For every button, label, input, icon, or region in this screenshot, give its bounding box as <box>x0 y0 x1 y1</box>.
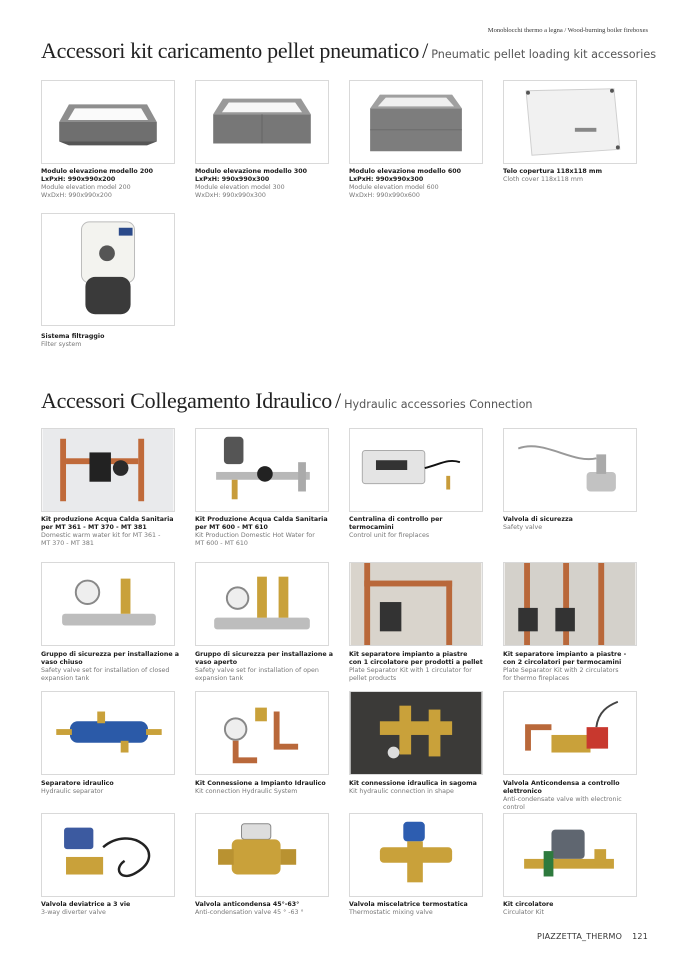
section-title-italian: Accessori Collegamento Idraulico <box>41 388 332 413</box>
caption-plate-separator-1: Kit separatore impianto a piastre con 1 circolatore per prodotti a pellet Plate Separator Kit with 1 circulator for pellet products <box>349 651 483 682</box>
shaped-connection-icon <box>349 691 483 775</box>
page-footer <box>537 932 648 941</box>
mixing-valve-icon <box>349 813 483 897</box>
closed-tank-group-icon <box>41 562 175 646</box>
section-title-pellet <box>41 38 656 64</box>
plate-separator-1-icon <box>349 562 483 646</box>
caption-connection-kit: Kit Connessione a Impianto Idraulico Kit connection Hydraulic System <box>195 780 326 795</box>
section-title-english: Pneumatic pellet loading kit accessories <box>431 48 657 61</box>
caption-shaped-connection: Kit connessione idraulica in sagoma Kit hydraulic connection in shape <box>349 780 477 795</box>
caption-safety-valve: Valvola di sicurezza Safety valve <box>503 516 573 531</box>
caption-circulator-kit: Kit circolatore Circulator Kit <box>503 901 554 916</box>
electronic-valve-icon <box>503 691 637 775</box>
caption-box-600: Modulo elevazione modello 600 LxPxH: 990x990x300 Module elevation model 600 WxDxH: 990x990x600 <box>349 168 462 199</box>
box-200-icon <box>41 80 175 164</box>
caption-open-tank-group: Gruppo di sicurezza per installazione a vaso aperto Safety valve set for installation of open expansion tank <box>195 651 334 682</box>
open-tank-group-icon <box>195 562 329 646</box>
caption-mixing-valve: Valvola miscelatrice termostatica Thermostatic mixing valve <box>349 901 468 916</box>
caption-hydraulic-separator: Separatore idraulico Hydraulic separator <box>41 780 114 795</box>
anticondensation-valve-icon <box>195 813 329 897</box>
section-title-italian: Accessori kit caricamento pellet pneumatico <box>41 38 420 63</box>
caption-hot-water-kit: Kit produzione Acqua Calda Sanitaria per MT 361 - MT 370 - MT 381 Domestic warm water kit for MT 361 - MT 370 - MT 381 <box>41 516 174 547</box>
filter-system-icon <box>41 213 175 326</box>
caption-diverter-valve: Valvola deviatrice a 3 vie 3-way diverter valve <box>41 901 131 916</box>
caption-electronic-valve: Valvola Anticondensa a controllo elettronico Anti-condensate valve with electronic control <box>503 780 622 811</box>
safety-valve-icon <box>503 428 637 512</box>
caption-cloth-cover: Telo copertura 118x118 mm Cloth cover 118x118 mm <box>503 168 603 183</box>
diverter-valve-icon <box>41 813 175 897</box>
caption-filter-system: Sistema filtraggio Filter system <box>41 333 105 348</box>
section-title-hydraulic <box>41 388 533 414</box>
hot-water-kit-600-icon <box>195 428 329 512</box>
cloth-cover-icon <box>503 80 637 164</box>
box-600-icon <box>349 80 483 164</box>
caption-plate-separator-2: Kit separatore impianto a piastre - con 2 circolatori per termocamini Plate Separator Kit with 2 circulators for thermo fireplaces <box>503 651 627 682</box>
control-unit-icon <box>349 428 483 512</box>
section-title-separator: / <box>334 388 342 413</box>
caption-box-200: Modulo elevazione modello 200 LxPxH: 990x990x200 Module elevation model 200 WxDxH: 990x990x200 <box>41 168 154 199</box>
connection-kit-icon <box>195 691 329 775</box>
hot-water-kit-icon <box>41 428 175 512</box>
hydraulic-separator-icon <box>41 691 175 775</box>
section-title-english: Hydraulic accessories Connection <box>344 398 533 411</box>
caption-control-unit: Centralina di controllo per termocamini Control unit for fireplaces <box>349 516 443 539</box>
caption-closed-tank-group: Gruppo di sicurezza per installazione a vaso chiuso Safety valve set for installation of closed expansion tank <box>41 651 180 682</box>
page-number: 121 <box>632 932 648 941</box>
section-title-separator: / <box>422 38 429 63</box>
box-300-icon <box>195 80 329 164</box>
plate-separator-2-icon <box>503 562 637 646</box>
footer-brand: PIAZZETTA_THERMO <box>537 932 623 941</box>
caption-anticondensation-valve: Valvola anticondensa 45°-63° Anti-condensation valve 45 ° -63 ° <box>195 901 304 916</box>
caption-hot-water-kit-600: Kit Produzione Acqua Calda Sanitaria per MT 600 - MT 610 Kit Production Domestic Hot Water for MT 600 - MT 610 <box>195 516 328 547</box>
caption-box-300: Modulo elevazione modello 300 LxPxH: 990x990x300 Module elevation model 300 WxDxH: 990x990x300 <box>195 168 308 199</box>
circulator-kit-icon <box>503 813 637 897</box>
header-note: Monoblocchi thermo a legna / Wood-burning boiler fireboxes <box>487 27 648 34</box>
